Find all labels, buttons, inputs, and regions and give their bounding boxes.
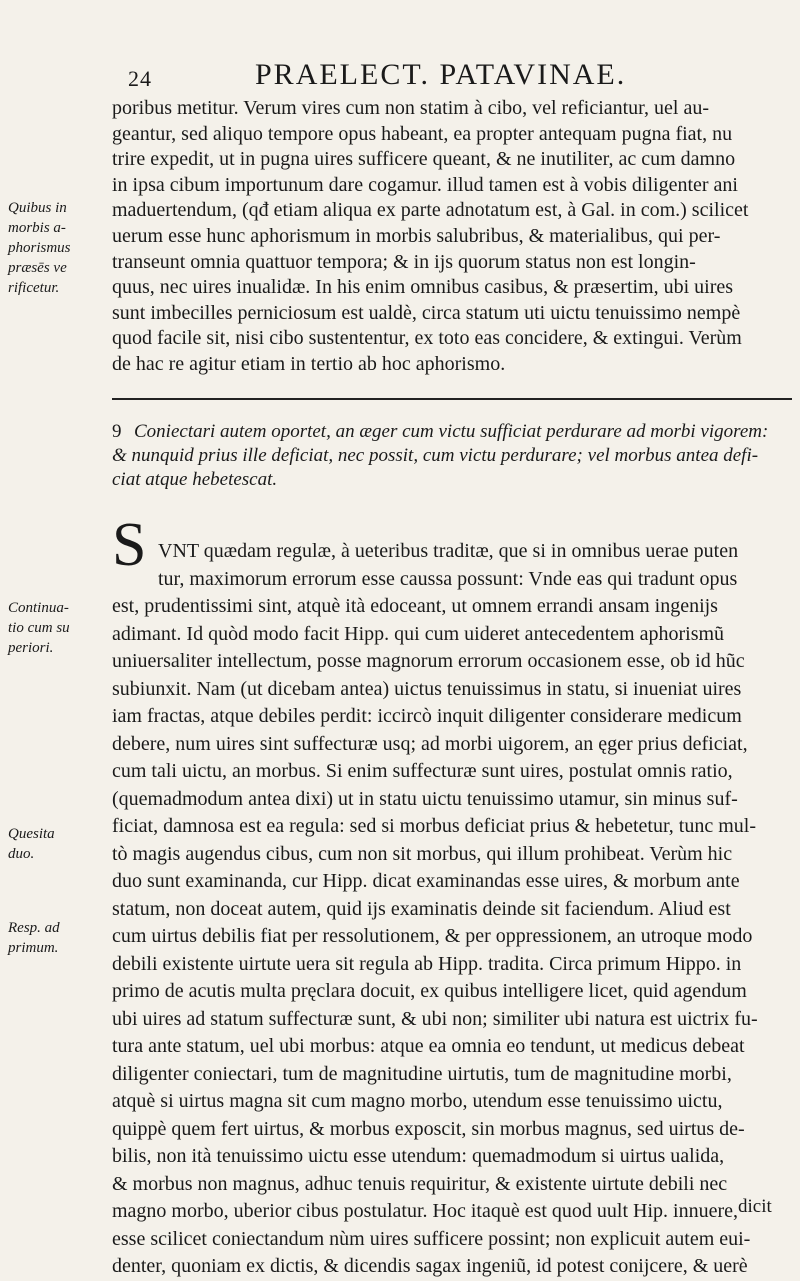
running-title: PRAELECT. PATAVINAE. [255, 58, 627, 91]
margin-note-2 [8, 598, 106, 658]
margin-note-line: præsēs ve [8, 260, 67, 276]
aphorism-number: 9 [112, 421, 122, 442]
aphorism-line: & nunquid prius ille deficiat, nec possit, cum victu perdurare; vel morbus antea defi- [112, 445, 759, 466]
text-line: tur, maximorum errorum esse caussa possunt: Vnde eas qui tradunt opus [158, 567, 738, 590]
text-line: debili existente uirtute uera sit regula ab Hipp. tradita. Circa primum Hippo. in [112, 952, 742, 975]
text-line: bilis, non ità tenuissimo uictu esse utendum: quemadmodum si uirtus ualida, [112, 1145, 725, 1167]
text-line: sunt imbecilles perniciosum est ualdè, circa statum uti uictu tenuissimo nempè [112, 301, 741, 324]
margin-note-line: Resp. ad [8, 920, 60, 936]
margin-note-1 [8, 198, 106, 298]
page-number: 24 [128, 66, 152, 91]
aphorism-block [112, 420, 792, 492]
paragraph-1 [112, 96, 782, 378]
text-line: in ipsa cibum importunum dare cogamur. illud tamen est à vobis diligenter ani [112, 173, 738, 196]
text-line: (quemadmodum antea dixi) ut in statu uictu tenuissimo utamur, sin minus suf- [112, 787, 738, 810]
text-line: subiunxit. Nam (ut dicebam antea) uictus tenuissimus in statu, si inueniat uires [112, 677, 742, 700]
margin-note-4 [8, 918, 106, 958]
text-line: est, prudentissimi sint, atquè ità edoceant, ut omnem errandi ansam ingenijs [112, 595, 718, 617]
text-line: statum, non doceat autem, quid ijs examinatis deinde sit faciendum. Aliud est [112, 897, 731, 920]
text-line: uniuersaliter intellectum, posse magnorum errorum occasionem esse, ob id hũc [112, 650, 745, 672]
section-divider [112, 398, 792, 400]
text-line: quod facile sit, nisi cibo sustententur, ex toto eas concidere, & extingui. Verùm [112, 327, 742, 350]
aphorism-line: Coniectari autem oportet, an æger cum victu sufficiat perdurare ad morbi vigorem: [134, 421, 769, 442]
text-line: cum tali uictu, an morbus. Si enim suffecturæ sunt uires, postulat omnis ratio, [112, 760, 733, 782]
text-line: trire expedit, ut in pugna uires sufficere queant, & ne inutiliter, ac cum damno [112, 148, 736, 171]
text-line: atquè si uirtus magna sit cum magno morbo, utendum esse tenuissimo uictu, [112, 1090, 723, 1112]
margin-note-line: periori. [8, 640, 54, 656]
text-line: denter, quoniam ex dictis, & dicendis sagax ingeniũ, id potest conijcere, & uerè [112, 1255, 748, 1277]
text-line: uerum esse hunc aphorismum in morbis salubribus, & materialibus, qui per- [112, 224, 721, 247]
margin-note-line: duo. [8, 846, 35, 862]
text-line: iam fractas, atque debiles perdit: iccircò inquit diligenter considerare medicum [112, 705, 742, 727]
text-line: quippè quem fert uirtus, & morbus exposcit, sin morbus magnus, sed uirtus de- [112, 1117, 745, 1140]
text-line: tò magis augendus cibus, cum non sit morbus, qui illum prohibeat. Verùm hic [112, 842, 733, 865]
margin-note-line: primum. [8, 940, 59, 956]
text-line: ficiat, damnosa est ea regula: sed si morbus deficiat prius & hebetetur, tunc mul- [112, 815, 757, 837]
text-line: de hac re agitur etiam in tertio ab hoc aphorismo. [112, 352, 506, 375]
margin-note-line: rificetur. [8, 280, 60, 296]
text-line: cum uirtus debilis fiat per ressolutionem, & per oppressionem, an utroque modo [112, 925, 753, 947]
text-line: poribus metitur. Verum vires cum non statim à cibo, vel reficiantur, uel au- [112, 97, 710, 119]
margin-note-line: tio cum su [8, 620, 70, 636]
text-line: esse scilicet coniectandum nùm uires sufficere possint; non explicuit autem eui- [112, 1227, 751, 1250]
text-line: maduertendum, (qđ etiam aliqua ex parte adnotatum est, à Gal. in com.) scilicet [112, 199, 749, 222]
text-line: tura ante statum, uel ubi morbus: atque ea omnia eo tendunt, ut medicus debeat [112, 1035, 745, 1057]
text-line: VNT quædam regulæ, à ueteribus traditæ, que si in omnibus uerae puten [158, 540, 739, 562]
drop-cap-initial: S [112, 511, 147, 579]
paragraph-2 [112, 538, 782, 1281]
catchword: dicit [738, 1196, 772, 1217]
text-line: transeunt omnia quattuor tempora; & in ijs quorum status non est longin- [112, 250, 696, 273]
margin-note-line: Quesita [8, 826, 55, 842]
text-line: magno morbo, uberior cibus postulatur. Hoc itaquè est quod uult Hip. innuere, [112, 1200, 738, 1222]
text-line: primo de acutis multa pręclara docuit, ex quibus intelligere licet, quid agendum [112, 980, 747, 1002]
margin-note-line: Quibus in [8, 200, 67, 216]
margin-note-line: morbis a- [8, 220, 66, 236]
margin-note-line: phorismus [8, 240, 71, 256]
text-line: ubi uires ad statum suffecturæ sunt, & ubi non; similiter ubi natura est uictrix fu- [112, 1007, 758, 1030]
text-line: & morbus non magnus, adhuc tenuis requiritur, & existente uirtute debili nec [112, 1172, 728, 1195]
margin-note-line: Continua- [8, 600, 69, 616]
text-line: duo sunt examinanda, cur Hipp. dicat examinandas esse uires, & morbum ante [112, 870, 740, 892]
text-line: diligenter coniectari, tum de magnitudine uirtutis, tum de magnitudine morbi, [112, 1062, 732, 1085]
aphorism-line: ciat atque hebetescat. [112, 469, 278, 490]
margin-note-3 [8, 824, 106, 864]
text-line: debere, num uires sint suffecturæ usq; ad morbi uigorem, an ęger prius deficiat, [112, 732, 748, 755]
page-header [0, 56, 800, 96]
text-line: adimant. Id quòd modo facit Hipp. qui cum uideret antecedentem aphorismũ [112, 622, 725, 645]
text-line: quus, nec uires inualidæ. In his enim omnibus casibus, & præsertim, ubi uires [112, 276, 734, 299]
text-line: geantur, sed aliquo tempore opus habeant, ea propter antequam pugna fiat, nu [112, 122, 733, 145]
